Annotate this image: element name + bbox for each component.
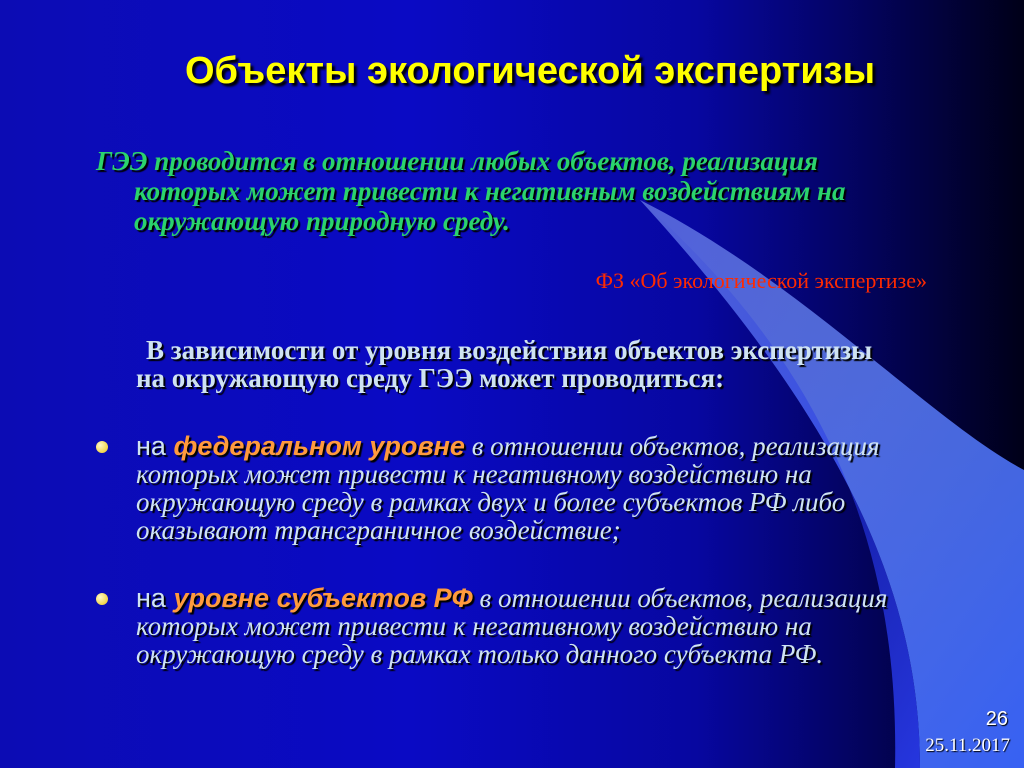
slide-title: Объекты экологической экспертизы bbox=[184, 50, 876, 92]
quote-text: ГЭЭ проводится в отношении любых объектов, реализация которых может привести к негативным воздействиям на окружающую природную среду. bbox=[96, 146, 846, 236]
bullet-lead: на bbox=[136, 583, 174, 613]
slide-number: 26 bbox=[985, 708, 1008, 730]
bullet-body bbox=[96, 584, 941, 668]
bullet-highlight: уровне субъектов РФ bbox=[173, 583, 473, 613]
source-citation: ФЗ «Об экологической экспертизе» bbox=[595, 268, 927, 293]
slide-date: 25.11.2017 bbox=[925, 735, 1010, 756]
bullet-regional-level bbox=[96, 584, 941, 668]
bullet-body bbox=[96, 432, 941, 544]
bullet-lead: на bbox=[136, 431, 174, 461]
bullet-dot-icon bbox=[96, 593, 108, 605]
bullet-dot-icon bbox=[96, 441, 108, 453]
bullet-federal-level bbox=[96, 432, 941, 544]
bullet-text: в отношении объектов, реализация которых может привести к негативному воздействию на окружающую среду в рамках только данного субъекта РФ. bbox=[136, 583, 888, 669]
bullet-text: в отношении объектов, реализация которых может привести к негативному воздействию на окружающую среду в рамках двух и более субъектов РФ либо оказывают трансграничное воздействие; bbox=[136, 431, 880, 545]
intro-paragraph: В зависимости от уровня воздействия объектов экспертизы на окружающую среду ГЭЭ может проводиться: bbox=[136, 335, 873, 393]
bullet-highlight: федеральном уровне bbox=[173, 431, 465, 461]
